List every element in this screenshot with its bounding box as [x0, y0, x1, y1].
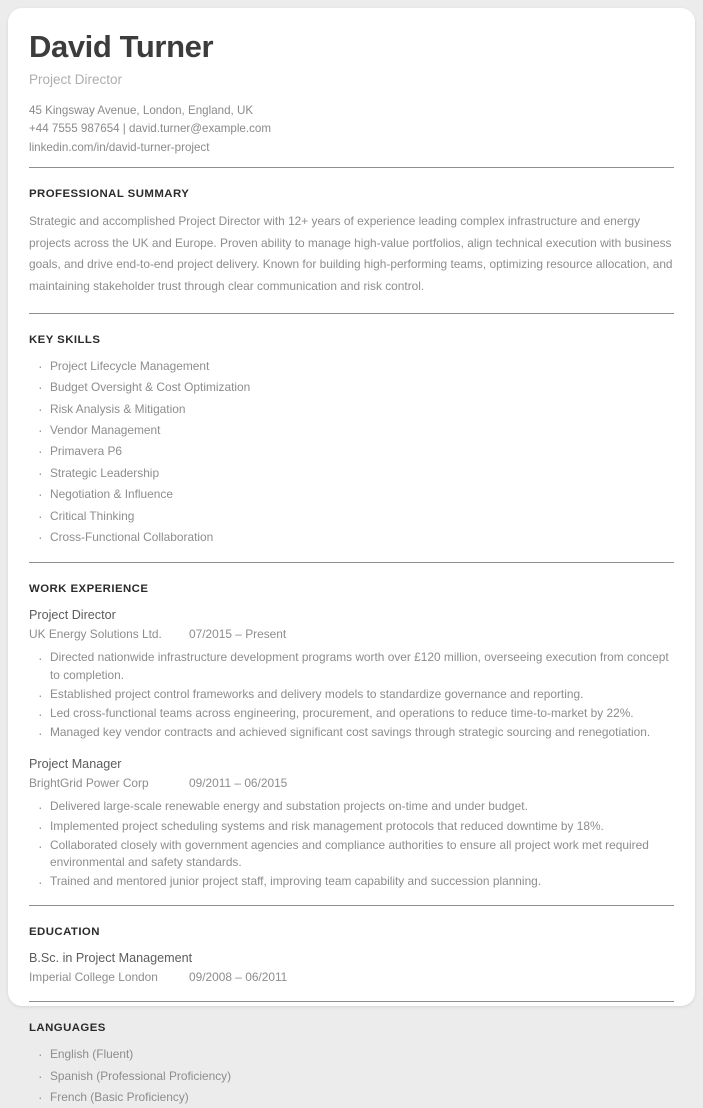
- work-entry: [29, 755, 674, 891]
- section-heading-languages: LANGUAGES: [29, 1022, 106, 1035]
- work-bullets: [29, 649, 674, 741]
- divider-after-education: [29, 1001, 674, 1002]
- skills-list: [29, 357, 674, 547]
- list-item: · Risk Analysis & Mitigation: [29, 400, 674, 418]
- candidate-job-title: Project Director: [29, 72, 123, 88]
- work-dates: 09/2011 – 06/2015: [189, 775, 288, 790]
- section-professional-summary: [29, 188, 674, 298]
- education-meta: [29, 969, 674, 987]
- list-item: · Critical Thinking: [29, 507, 674, 525]
- list-item: · Delivered large-scale renewable energy and substation projects on-time and under budget.: [29, 798, 674, 815]
- resume-page: [8, 8, 695, 1105]
- section-heading-education: EDUCATION: [29, 925, 100, 938]
- list-item: · Trained and mentored junior project staff, improving team capability and succession planning.: [29, 873, 674, 890]
- work-role: Project Director: [29, 607, 116, 622]
- contact-phone-email: +44 7555 987654 | david.turner@example.com: [29, 122, 271, 136]
- list-item: · English (Fluent): [29, 1045, 674, 1063]
- divider-after-header: [29, 167, 674, 168]
- contact-address: 45 Kingsway Avenue, London, England, UK: [29, 103, 254, 117]
- work-role: Project Manager: [29, 756, 122, 771]
- work-entry: [29, 606, 674, 742]
- languages-list: [29, 1045, 674, 1106]
- divider-after-work: [29, 905, 674, 906]
- list-item: · Negotiation & Influence: [29, 485, 674, 503]
- education-dates: 09/2008 – 06/2011: [189, 969, 288, 984]
- section-heading-summary: PROFESSIONAL SUMMARY: [29, 188, 190, 200]
- section-languages: [29, 1022, 674, 1106]
- contact-linkedin: linkedin.com/in/david-turner-project: [29, 141, 210, 155]
- education-entry: [29, 949, 674, 987]
- list-item: · Led cross-functional teams across engineering, procurement, and operations to reduce time-to-market by 22%.: [29, 705, 674, 722]
- work-organization: UK Energy Solutions Ltd.: [29, 626, 162, 641]
- section-key-skills: [29, 334, 674, 547]
- list-item: · Cross-Functional Collaboration: [29, 528, 674, 546]
- list-item: · Primavera P6: [29, 442, 674, 460]
- work-dates: 07/2015 – Present: [189, 626, 287, 641]
- list-item: · Project Lifecycle Management: [29, 357, 674, 375]
- list-item: · Managed key vendor contracts and achieved significant cost savings through strategic sourcing and renegotiation.: [29, 724, 674, 741]
- list-item: · Collaborated closely with government agencies and compliance authorities to ensure all project work met required environmental and safety standards.: [29, 837, 674, 872]
- candidate-name: David Turner: [29, 29, 214, 64]
- summary-text: Strategic and accomplished Project Director with 12+ years of experience leading complex infrastructure and energy projects across the UK and Europe. Proven ability to manage high-value portfolios, align technical execution with business goals, and drive end-to-end project delivery. Known for building high-performing teams, optimizing resource allocation, and maintaining stakeholder trust through clear communication and risk control.: [29, 214, 673, 293]
- list-item: · Implemented project scheduling systems and risk management protocols that reduced downtime by 18%.: [29, 818, 674, 835]
- work-organization: BrightGrid Power Corp: [29, 775, 149, 790]
- list-item: · Strategic Leadership: [29, 464, 674, 482]
- list-item: · Vendor Management: [29, 421, 674, 439]
- work-meta: [29, 626, 674, 644]
- section-heading-skills: KEY SKILLS: [29, 333, 101, 346]
- resume-header: [29, 30, 674, 158]
- divider-after-skills: [29, 562, 674, 563]
- section-work-experience: [29, 583, 674, 891]
- divider-after-summary: [29, 313, 674, 314]
- work-bullets: [29, 798, 674, 890]
- list-item: · French (Basic Proficiency): [29, 1088, 674, 1106]
- work-meta: [29, 775, 674, 793]
- list-item: · Spanish (Professional Proficiency): [29, 1067, 674, 1085]
- list-item: · Directed nationwide infrastructure development programs worth over £120 million, overseeing execution from concept to completion.: [29, 649, 674, 684]
- education-institution: Imperial College London: [29, 969, 158, 984]
- resume-content: [8, 8, 695, 1107]
- section-education: [29, 926, 674, 987]
- list-item: · Budget Oversight & Cost Optimization: [29, 378, 674, 396]
- list-item: · Established project control frameworks and delivery models to standardize governance and reporting.: [29, 686, 674, 703]
- education-degree: B.Sc. in Project Management: [29, 950, 193, 965]
- section-heading-work: WORK EXPERIENCE: [29, 582, 149, 595]
